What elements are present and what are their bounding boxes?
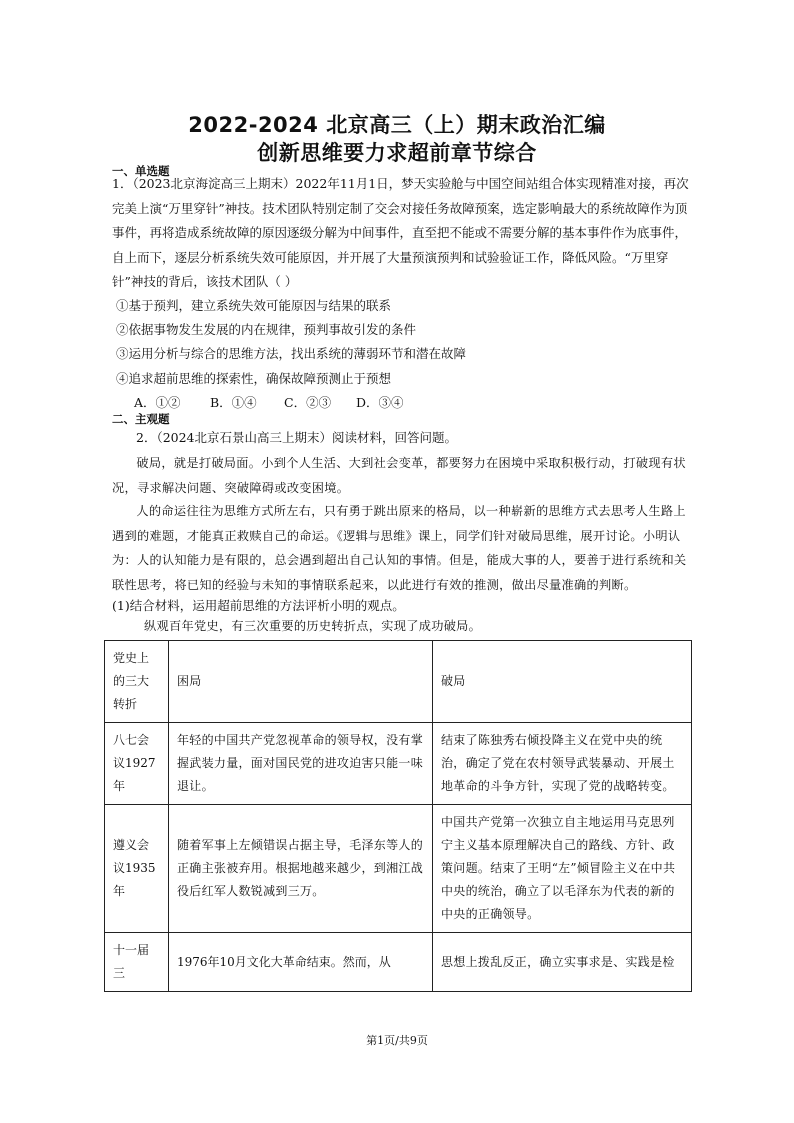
material-paragraph-1: 破局，就是打破局面。小到个人生活、大到社会变革，都要努力在困境中采取积极行动，打破现有状况，寻求解决问题、突破障碍或改变困境。 xyxy=(112,456,686,495)
table-row xyxy=(105,723,692,805)
table-row xyxy=(105,933,692,992)
table-cell-dilemma: 1976年10月文化大革命结束。然而，从 xyxy=(169,933,433,992)
table-row xyxy=(105,805,692,933)
page-footer: 第1页/共9页 xyxy=(366,1034,428,1047)
statement-3: ③运用分析与综合的思维方法，找出系统的薄弱环节和潜在故障 xyxy=(116,346,467,361)
statement-1: ①基于预判，建立系统失效可能原因与结果的联系 xyxy=(116,298,392,313)
statement-4: ④追求超前思维的探索性，确保故障预测止于预想 xyxy=(116,371,392,386)
table-header-event: 党史上的三大转折 xyxy=(105,641,169,723)
table-cell-event: 遵义会议1935年 xyxy=(105,805,169,933)
history-turning-points-table xyxy=(104,640,692,992)
option-d: D．③④ xyxy=(356,395,404,410)
statement-2: ②依据事物发生发展的内在规律，预判事故引发的条件 xyxy=(116,322,417,337)
option-b: B．①④ xyxy=(210,395,257,410)
question-2-intro: 2．（2024北京石景山高三上期末）阅读材料，回答问题。 xyxy=(136,430,458,445)
material-paragraph-2: 人的命运往往为思维方式所左右，只有勇于跳出原来的格局，以一种崭新的思维方式去思考人生路上遇到的难题，才能真正救赎自己的命运。《逻辑与思维》课上，同学们针对破局思维，展开讨论。小明认为：人的认知能力是有限的，总会遇到超出自己认知的事情。但是，能成大事的人，要善于进行系统和关联性思考，将已知的经验与未知的事情联系起来，以此进行有效的推测，做出尽量准确的判断。 xyxy=(112,504,687,592)
section-heading-single-choice: 一、单选题 xyxy=(112,164,170,178)
table-header-dilemma: 困局 xyxy=(169,641,433,723)
table-cell-breakthrough: 中国共产党第一次独立自主地运用马克思列宁主义基本原理解决自己的路线、方针、政策问题。结束了王明“左”倾冒险主义在中共中央的统治，确立了以毛泽东为代表的新的中央的正确领导。 xyxy=(433,805,692,933)
question-1-stem: 1．（2023北京海淀高三上期末）2022年11月1日，梦天实验舱与中国空间站组合体实现精准对接，再次完美上演“万里穿针”神技。技术团队特别定制了交会对接任务故障预案，选定影响最大的系统故障作为顶事件，再将造成系统故障的原因逐级分解为中间事件，直至把不能或不需要分解的基本事件作为底事件，自上而下，逐层分析系统失效可能原因，并开展了大量预演预判和试验验证工作，降低风险。“万里穿针”神技的背后，该技术团队（ ） xyxy=(112,176,689,289)
table-header-row xyxy=(105,641,692,723)
table-cell-event: 十一届三 xyxy=(105,933,169,992)
table-cell-dilemma: 年轻的中国共产党忽视革命的领导权，没有掌握武装力量，面对国民党的进攻迫害只能一味退让。 xyxy=(169,723,433,805)
sub-question-1: (1)结合材料，运用超前思维的方法评析小明的观点。 xyxy=(112,598,405,613)
material-paragraph-3: 纵观百年党史，有三次重要的历史转折点，实现了成功破局。 xyxy=(144,619,482,633)
table-cell-breakthrough: 结束了陈独秀右倾投降主义在党中央的统治，确定了党在农村领导武装暴动、开展土地革命的斗争方针，实现了党的战略转变。 xyxy=(433,723,692,805)
section-heading-subjective: 二、主观题 xyxy=(112,412,170,426)
table-header-breakthrough: 破局 xyxy=(433,641,692,723)
document-subtitle: 创新思维要力求超前章节综合 xyxy=(257,141,537,165)
table-cell-dilemma: 随着军事上左倾错误占据主导，毛泽东等人的正确主张被弃用。根据地越来越少，到湘江战役后红军人数锐减到三万。 xyxy=(169,805,433,933)
option-a: A．①② xyxy=(134,395,181,410)
option-c: C．②③ xyxy=(284,395,332,410)
table-cell-breakthrough: 思想上拨乱反正，确立实事求是、实践是检 xyxy=(433,933,692,992)
document-title: 2022-2024 北京高三（上）期末政治汇编 xyxy=(188,113,606,137)
table-cell-event: 八七会议1927年 xyxy=(105,723,169,805)
